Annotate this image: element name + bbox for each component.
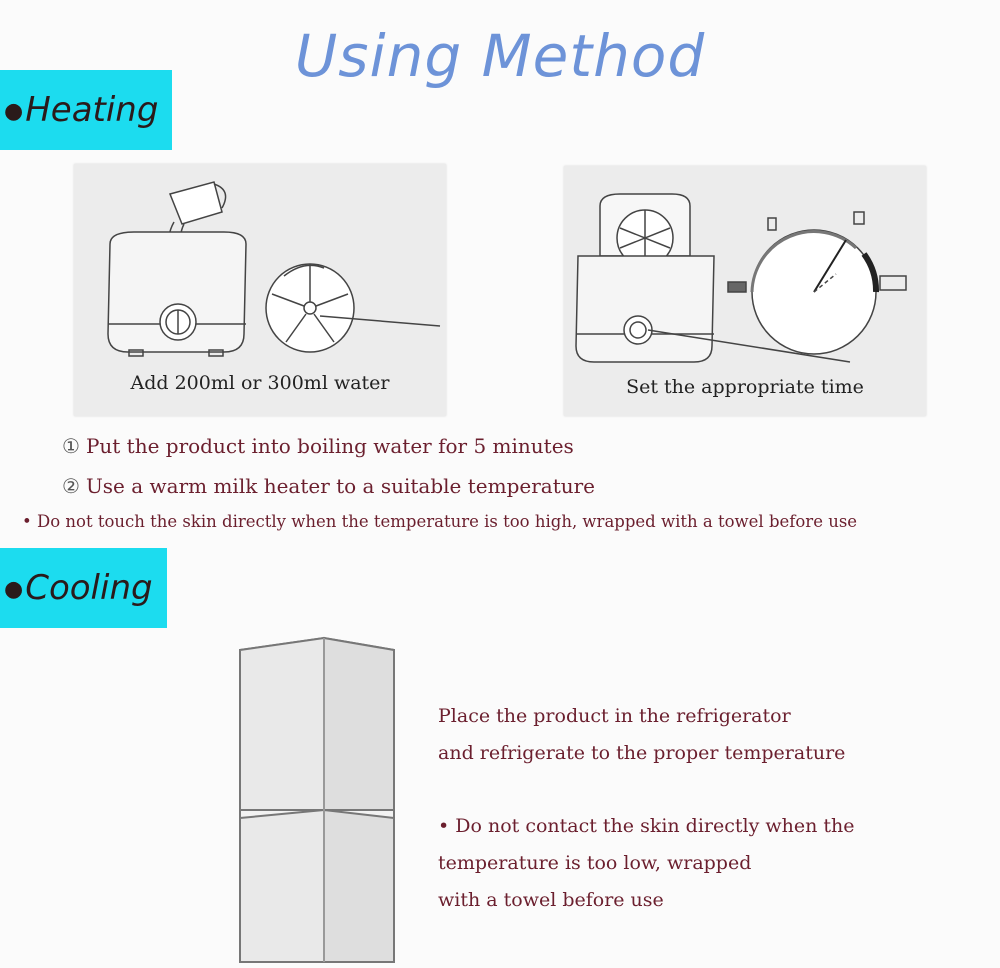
cooling-warning-line-1: Do not contact the skin directly when the xyxy=(455,815,855,837)
cooling-section-tag: ●Cooling xyxy=(0,548,167,628)
cooling-label: Cooling xyxy=(25,568,153,608)
heating-warning-text: Do not touch the skin directly when the temperature is too high, wrapped with a towel before use xyxy=(36,512,858,531)
step-1-number: ① xyxy=(62,434,80,458)
cooling-line-1: Place the product in the refrigerator xyxy=(438,705,791,727)
cooling-warning-line-2: temperature is too low, wrapped xyxy=(438,852,752,874)
heating-label: Heating xyxy=(25,90,159,130)
fridge-illustration xyxy=(228,632,408,968)
cooling-instructions xyxy=(438,698,845,772)
step-2 xyxy=(62,474,595,498)
cooling-warning-line-3: with a towel before use xyxy=(438,889,664,911)
heating-warning: • Do not touch the skin directly when the temperature is too high, wrapped with a towel before use xyxy=(22,512,858,531)
cooling-warning: • Do not contact the skin directly when the temperature is too low, wrapped with a towel before use xyxy=(438,808,855,919)
page-title: Using Method xyxy=(294,22,706,90)
panel-set-time xyxy=(564,166,926,416)
panel1-caption: Add 200ml or 300ml water xyxy=(130,372,390,394)
step-2-number: ② xyxy=(62,474,80,498)
panel-add-water xyxy=(74,164,446,416)
cooling-line-2: and refrigerate to the proper temperature xyxy=(438,742,846,764)
dial-icon xyxy=(728,212,906,354)
step-1 xyxy=(62,434,574,458)
fan-icon xyxy=(266,264,354,352)
step-1-text: Put the product into boiling water for 5 minutes xyxy=(85,434,574,458)
panel2-caption: Set the appropriate time xyxy=(626,376,864,398)
step-2-text: Use a warm milk heater to a suitable temperature xyxy=(85,474,596,498)
heating-section-tag: ●Heating xyxy=(0,70,172,150)
